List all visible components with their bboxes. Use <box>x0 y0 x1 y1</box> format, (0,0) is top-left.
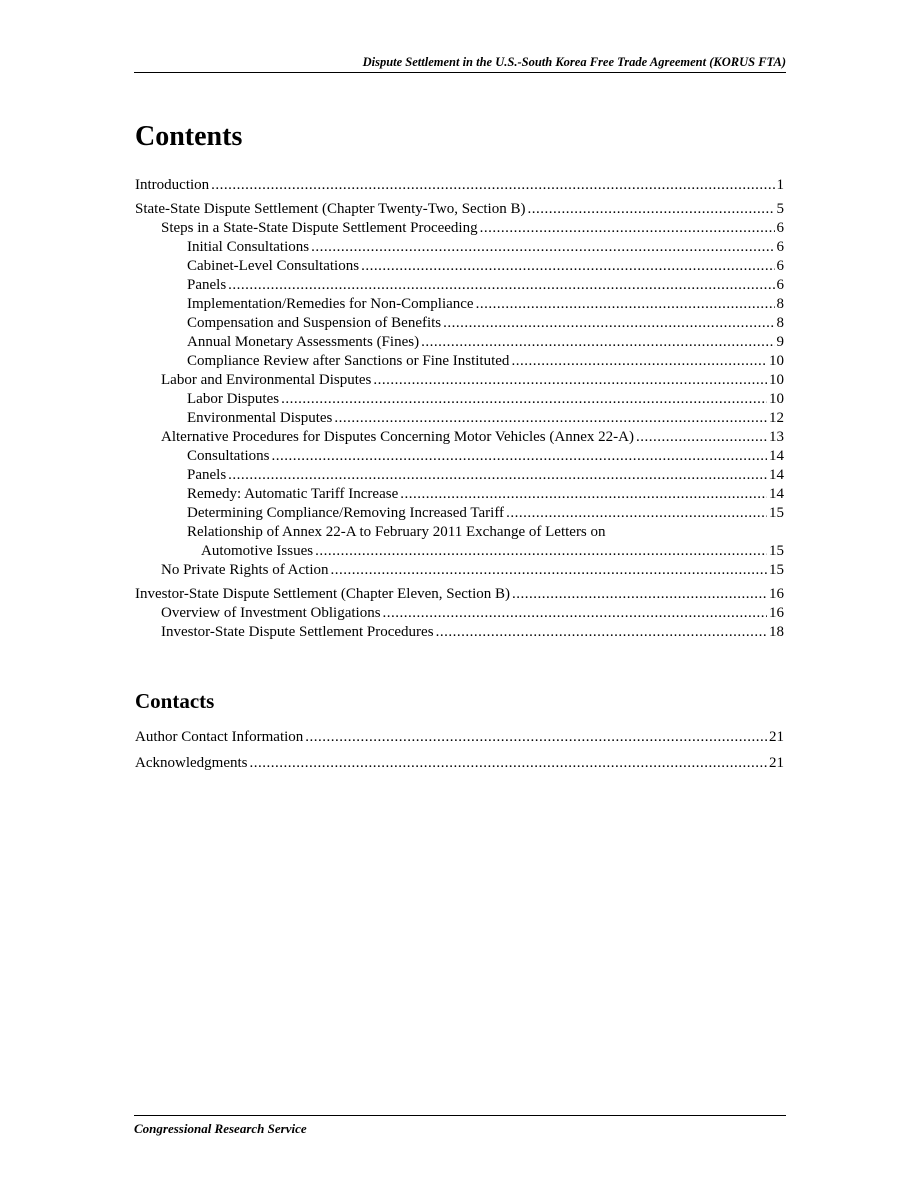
page-footer: Congressional Research Service <box>134 1115 786 1137</box>
leader-dots <box>527 200 774 219</box>
leader-dots <box>334 409 767 428</box>
leader-dots <box>281 390 767 409</box>
toc-entry-initial-consultations[interactable] <box>135 238 784 257</box>
toc-entry-compliance-review[interactable] <box>135 352 784 371</box>
toc-entry-label: Compliance Review after Sanctions or Fine Instituted <box>187 353 510 369</box>
toc-entry-implementation[interactable] <box>135 295 784 314</box>
toc-entry-environmental-disputes[interactable] <box>135 409 784 428</box>
toc-page-number: 12 <box>769 410 784 426</box>
leader-dots <box>436 623 767 642</box>
toc-page-number: 14 <box>769 467 784 483</box>
leader-dots <box>443 314 774 333</box>
toc-entry-label: Relationship of Annex 22-A to February 2011 Exchange of Letters on <box>187 524 606 540</box>
toc-page-number: 21 <box>769 755 784 771</box>
toc-page-number: 8 <box>776 296 784 312</box>
toc-page-number: 14 <box>769 486 784 502</box>
toc-entry-motor-vehicles[interactable] <box>135 428 784 447</box>
toc-entry-label: Introduction <box>135 177 210 193</box>
leader-dots <box>421 333 774 352</box>
toc-entry-introduction[interactable] <box>135 176 784 195</box>
toc-entry-label: Investor-State Dispute Settlement Procedures <box>161 624 434 640</box>
toc-entry-steps[interactable] <box>135 219 784 238</box>
toc-page-number: 15 <box>769 505 784 521</box>
toc-entry-labor-environmental[interactable] <box>135 371 784 390</box>
contacts-list <box>135 728 784 780</box>
toc-entry-label: Overview of Investment Obligations <box>161 605 381 621</box>
toc-page-number: 14 <box>769 448 784 464</box>
toc-page-number: 21 <box>769 729 784 745</box>
toc-page-number: 6 <box>776 277 784 293</box>
leader-dots <box>315 542 767 561</box>
leader-dots <box>228 466 767 485</box>
toc-page-number: 10 <box>769 372 784 388</box>
toc-entry-label: No Private Rights of Action <box>161 562 329 578</box>
leader-dots <box>480 219 775 238</box>
toc-entry-label: State-State Dispute Settlement (Chapter Twenty-Two, Section B) <box>135 201 526 217</box>
toc-entry-cabinet-consultations[interactable] <box>135 257 784 276</box>
leader-dots <box>506 504 767 523</box>
toc-entry-label: Compensation and Suspension of Benefits <box>187 315 442 331</box>
toc-entry-panels-annex[interactable] <box>135 466 784 485</box>
toc-entry-label: Initial Consultations <box>187 239 310 255</box>
toc-entry-relationship-annex[interactable] <box>135 523 784 561</box>
toc-page-number: 10 <box>769 391 784 407</box>
leader-dots <box>512 585 767 604</box>
toc-entry-label: Panels <box>187 467 227 483</box>
contacts-heading: Contacts <box>135 689 215 713</box>
toc-page-number: 13 <box>769 429 784 445</box>
toc-entry-determining-compliance[interactable] <box>135 504 784 523</box>
toc-entry-labor-disputes[interactable] <box>135 390 784 409</box>
toc-entry-panels[interactable] <box>135 276 784 295</box>
toc-entry-monetary-assessments[interactable] <box>135 333 784 352</box>
toc-entry-label: Cabinet-Level Consultations <box>187 258 360 274</box>
toc-entry-isds-procedures[interactable] <box>135 623 784 642</box>
leader-dots <box>272 447 767 466</box>
toc-entry-label: Panels <box>187 277 227 293</box>
toc-page-number: 10 <box>769 353 784 369</box>
toc-page-number: 15 <box>769 543 784 559</box>
leader-dots <box>331 561 768 580</box>
table-of-contents <box>135 176 784 642</box>
toc-page-number: 9 <box>776 334 784 350</box>
leader-dots <box>383 604 767 623</box>
leader-dots <box>476 295 775 314</box>
toc-entry-acknowledgments[interactable] <box>135 754 784 773</box>
contents-heading: Contents <box>135 121 243 152</box>
leader-dots <box>305 728 767 747</box>
running-header: Dispute Settlement in the U.S.-South Korea Free Trade Agreement (KORUS FTA) <box>134 55 786 73</box>
leader-dots <box>400 485 767 504</box>
leader-dots <box>511 352 767 371</box>
toc-entry-consultations[interactable] <box>135 447 784 466</box>
leader-dots <box>211 176 774 195</box>
toc-entry-label: Steps in a State-State Dispute Settlement Proceeding <box>161 220 478 236</box>
toc-entry-remedy[interactable] <box>135 485 784 504</box>
toc-page-number: 16 <box>769 586 784 602</box>
toc-entry-label: Environmental Disputes <box>187 410 333 426</box>
toc-page-number: 5 <box>776 201 784 217</box>
toc-entry-label: Investor-State Dispute Settlement (Chapter Eleven, Section B) <box>135 586 511 602</box>
toc-page-number: 6 <box>776 258 784 274</box>
toc-entry-label: Implementation/Remedies for Non-Compliance <box>187 296 474 312</box>
toc-entry-label: Alternative Procedures for Disputes Concerning Motor Vehicles (Annex 22-A) <box>161 429 634 445</box>
toc-page-number: 6 <box>776 220 784 236</box>
leader-dots <box>361 257 774 276</box>
toc-entry-compensation[interactable] <box>135 314 784 333</box>
leader-dots <box>636 428 767 447</box>
toc-entry-investment-obligations[interactable] <box>135 604 784 623</box>
toc-page-number: 8 <box>776 315 784 331</box>
leader-dots <box>373 371 767 390</box>
toc-entry-label: Labor Disputes <box>187 391 280 407</box>
toc-page-number: 15 <box>769 562 784 578</box>
toc-entry-label: Remedy: Automatic Tariff Increase <box>187 486 399 502</box>
toc-page-number: 6 <box>776 239 784 255</box>
toc-page-number: 16 <box>769 605 784 621</box>
toc-entry-label-continued: Automotive Issues <box>201 543 314 559</box>
toc-entry-private-rights[interactable] <box>135 561 784 580</box>
toc-entry-label: Determining Compliance/Removing Increased Tariff <box>187 505 505 521</box>
toc-entry-label: Acknowledgments <box>135 755 248 771</box>
toc-entry-label: Labor and Environmental Disputes <box>161 372 372 388</box>
toc-page-number: 18 <box>769 624 784 640</box>
leader-dots <box>228 276 774 295</box>
toc-entry-investor-state[interactable] <box>135 585 784 604</box>
toc-entry-state-state[interactable] <box>135 200 784 219</box>
leader-dots <box>249 754 767 773</box>
toc-entry-label: Author Contact Information <box>135 729 304 745</box>
leader-dots <box>311 238 774 257</box>
toc-entry-label: Consultations <box>187 448 270 464</box>
toc-page-number: 1 <box>776 177 784 193</box>
toc-entry-label: Annual Monetary Assessments (Fines) <box>187 334 420 350</box>
toc-entry-author-contact[interactable] <box>135 728 784 747</box>
